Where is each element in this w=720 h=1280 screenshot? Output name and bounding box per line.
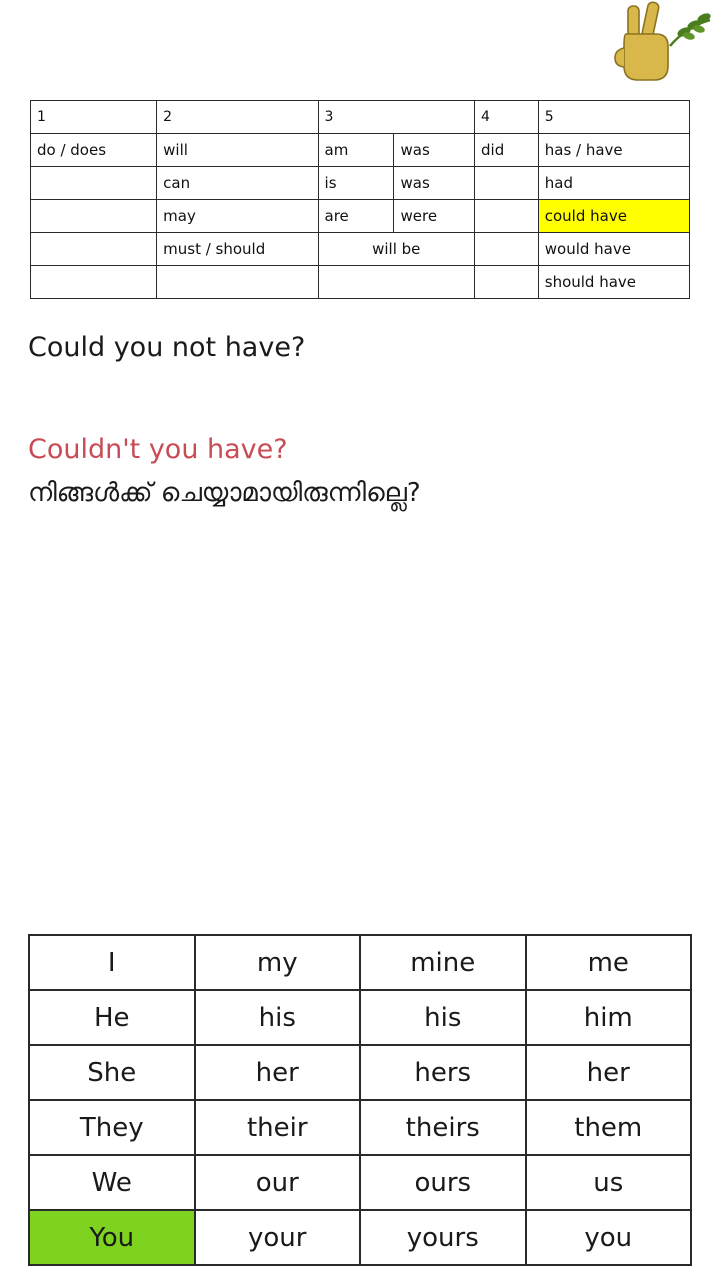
verb-cell <box>31 167 157 200</box>
verb-cell: can <box>157 167 318 200</box>
verb-cell: are <box>318 200 394 233</box>
verb-cell: 4 <box>475 101 539 134</box>
verb-cell <box>31 233 157 266</box>
pronoun-cell: mine <box>360 935 526 990</box>
verb-cell: was <box>394 134 475 167</box>
table-row <box>29 1045 691 1100</box>
table-row <box>29 935 691 990</box>
verb-cell: should have <box>538 266 689 299</box>
malayalam-translation: നിങ്ങൾക്ക് ചെയ്യാമായിരുന്നില്ലെ? <box>28 477 421 508</box>
verb-cell: 2 <box>157 101 318 134</box>
pronoun-table <box>28 934 692 1266</box>
verb-cell: may <box>157 200 318 233</box>
table-row <box>29 1210 691 1265</box>
table-row <box>31 167 690 200</box>
pronoun-cell: her <box>195 1045 361 1100</box>
verb-cell-highlighted: could have <box>538 200 689 233</box>
verb-cell: do / does <box>31 134 157 167</box>
pronoun-cell-highlighted: You <box>29 1210 195 1265</box>
table-row <box>31 266 690 299</box>
verb-cell: will be <box>318 233 475 266</box>
pronoun-cell: me <box>526 935 692 990</box>
pronoun-cell: hers <box>360 1045 526 1100</box>
pronoun-cell: our <box>195 1155 361 1210</box>
pronoun-cell: your <box>195 1210 361 1265</box>
verb-cell <box>31 200 157 233</box>
sentence-block <box>28 330 688 513</box>
table-row <box>29 1100 691 1155</box>
pronoun-cell: them <box>526 1100 692 1155</box>
verb-cell: were <box>394 200 475 233</box>
pronoun-cell: She <box>29 1045 195 1100</box>
english-long-sentence: Could you not have? <box>28 332 306 363</box>
pronoun-cell: you <box>526 1210 692 1265</box>
verb-cell <box>475 233 539 266</box>
verb-cell <box>318 266 475 299</box>
verb-cell: 5 <box>538 101 689 134</box>
pronoun-cell: her <box>526 1045 692 1100</box>
pronoun-cell: I <box>29 935 195 990</box>
verb-cell: is <box>318 167 394 200</box>
verb-cell: will <box>157 134 318 167</box>
verb-cell: has / have <box>538 134 689 167</box>
verb-cell: did <box>475 134 539 167</box>
verb-cell <box>31 266 157 299</box>
pronoun-cell: He <box>29 990 195 1045</box>
table-row <box>31 134 690 167</box>
verb-cell: am <box>318 134 394 167</box>
verb-cell: was <box>394 167 475 200</box>
verb-cell <box>475 200 539 233</box>
english-short-sentence: Couldn't you have? <box>28 434 288 466</box>
verb-cell: 3 <box>318 101 475 134</box>
table-row <box>31 200 690 233</box>
pronoun-cell: They <box>29 1100 195 1155</box>
table-row <box>31 101 690 134</box>
pronoun-cell: ours <box>360 1155 526 1210</box>
victory-hand-logo <box>600 0 718 88</box>
verb-cell <box>475 266 539 299</box>
verb-cell: must / should <box>157 233 318 266</box>
pronoun-cell: their <box>195 1100 361 1155</box>
verb-cell <box>157 266 318 299</box>
pronoun-cell: We <box>29 1155 195 1210</box>
pronoun-cell: him <box>526 990 692 1045</box>
verb-cell <box>475 167 539 200</box>
verb-cell: had <box>538 167 689 200</box>
table-row <box>29 990 691 1045</box>
table-row <box>31 233 690 266</box>
table-row <box>29 1155 691 1210</box>
pronoun-cell: theirs <box>360 1100 526 1155</box>
pronoun-cell: us <box>526 1155 692 1210</box>
verb-cell: 1 <box>31 101 157 134</box>
pronoun-cell: his <box>360 990 526 1045</box>
pronoun-cell: his <box>195 990 361 1045</box>
verb-cell: would have <box>538 233 689 266</box>
pronoun-cell: my <box>195 935 361 990</box>
auxiliary-verb-table <box>30 100 690 299</box>
pronoun-cell: yours <box>360 1210 526 1265</box>
